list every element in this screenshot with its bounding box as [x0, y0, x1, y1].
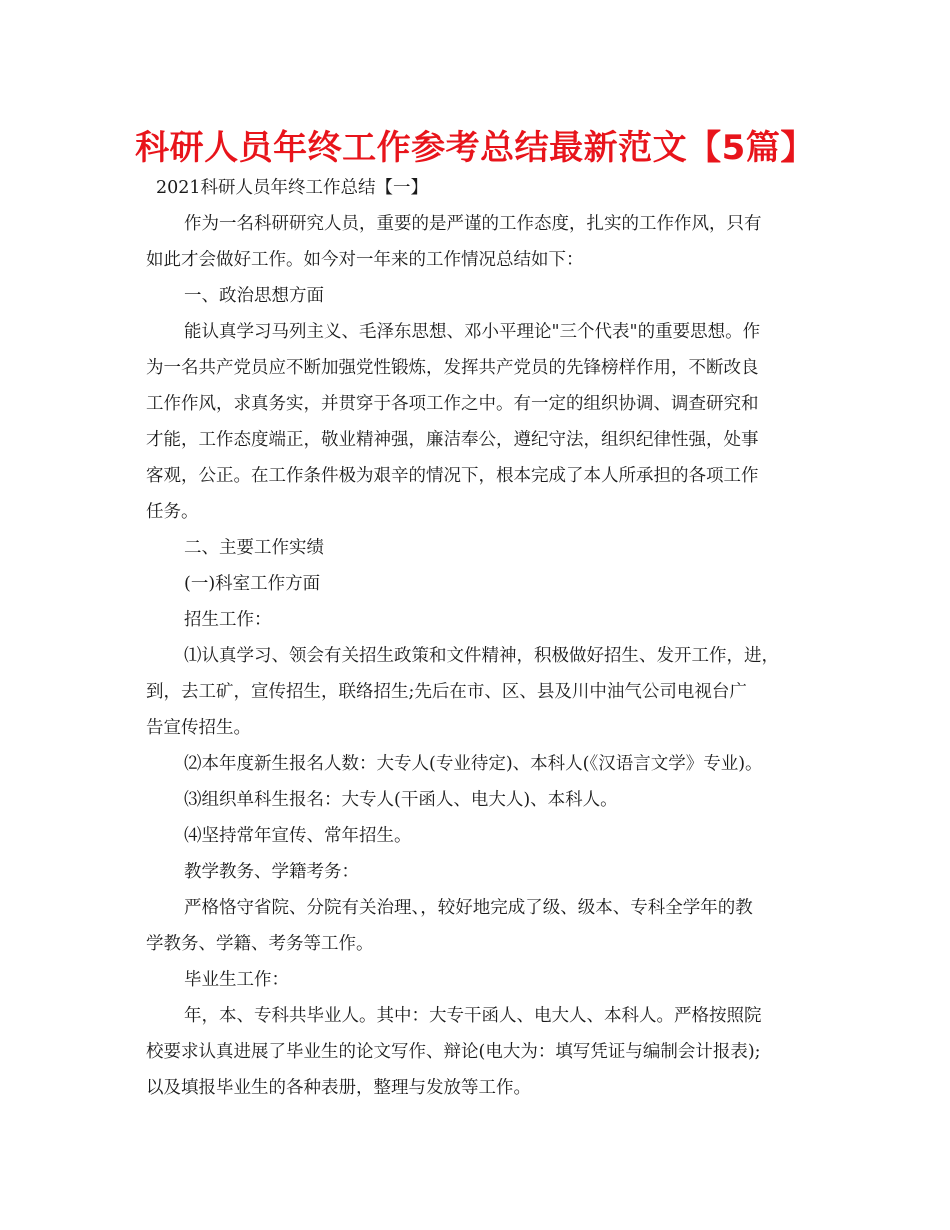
document-subtitle: 2021科研人员年终工作总结【一】: [156, 178, 429, 198]
paragraph: [146, 854, 812, 890]
paragraph: [146, 530, 812, 566]
paragraph: [146, 818, 812, 854]
paragraph: [146, 962, 812, 998]
paragraph-line: 才能，工作态度端正，敬业精神强，廉洁奉公，遵纪守法，组织纪律性强，处事: [146, 430, 759, 450]
paragraph: [146, 566, 812, 602]
paragraph: [146, 638, 812, 746]
document-title: 科研人员年终工作参考总结最新范文【5篇】: [135, 128, 815, 168]
paragraph: [146, 206, 812, 278]
paragraph: [146, 746, 812, 782]
paragraph: [146, 278, 812, 314]
document-body: [146, 170, 812, 1106]
paragraph-line: 任务。: [146, 502, 199, 522]
paragraph-line: 工作作风，求真务实，并贯穿于各项工作之中。有一定的组织协调、调查研究和: [146, 394, 759, 414]
paragraph-line: ⑶组织单科生报名：大专人(干函人、电大人)、本科人。: [184, 790, 618, 810]
paragraph-line: ⑵本年度新生报名人数：大专人(专业待定)、本科人(《汉语言文学》专业)。: [184, 754, 763, 774]
paragraph-list: [146, 206, 812, 1106]
paragraph-line: ⑷坚持常年宣传、常年招生。: [184, 826, 412, 846]
paragraph-line: 到，去工矿，宣传招生，联络招生;先后在市、区、县及川中油气公司电视台广: [146, 682, 747, 702]
paragraph-line: 学教务、学籍、考务等工作。: [146, 934, 374, 954]
paragraph: [146, 998, 812, 1106]
paragraph-line: 客观，公正。在工作条件极为艰辛的情况下，根本完成了本人所承担的各项工作: [146, 466, 759, 486]
paragraph-line: 招生工作：: [184, 610, 272, 630]
paragraph: [146, 890, 812, 962]
paragraph: [146, 782, 812, 818]
paragraph-line: 一、政治思想方面: [184, 286, 324, 306]
paragraph-line: ⑴认真学习、领会有关招生政策和文件精神，积极做好招生、发开工作，进，: [184, 646, 779, 666]
paragraph: [146, 314, 812, 530]
paragraph-line: 如此才会做好工作。如今对一年来的工作情况总结如下：: [146, 250, 584, 270]
paragraph-line: 二、主要工作实绩: [184, 538, 324, 558]
paragraph-line: 作为一名科研研究人员，重要的是严谨的工作态度，扎实的工作作风，只有: [184, 214, 762, 234]
paragraph-line: 教学教务、学籍考务：: [184, 862, 359, 882]
paragraph-line: 以及填报毕业生的各种表册，整理与发放等工作。: [146, 1078, 531, 1098]
paragraph-line: 告宣传招生。: [146, 718, 251, 738]
paragraph-line: 严格恪守省院、分院有关治理、，较好地完成了级、级本、专科全学年的教: [184, 898, 753, 918]
paragraph-line: 毕业生工作：: [184, 970, 289, 990]
paragraph-line: (一)科室工作方面: [184, 574, 321, 594]
paragraph: [146, 602, 812, 638]
paragraph-line: 校要求认真进展了毕业生的论文写作、辩论(电大为：填写凭证与编制会计报表);: [146, 1042, 761, 1062]
paragraph-line: 为一名共产党员应不断加强党性锻炼，发挥共产党员的先锋榜样作用，不断改良: [146, 358, 759, 378]
paragraph-line: 年，本、专科共毕业人。其中：大专干函人、电大人、本科人。严格按照院: [184, 1006, 762, 1026]
paragraph-line: 能认真学习马列主义、毛泽东思想、邓小平理论"三个代表"的重要思想。作: [184, 322, 761, 342]
